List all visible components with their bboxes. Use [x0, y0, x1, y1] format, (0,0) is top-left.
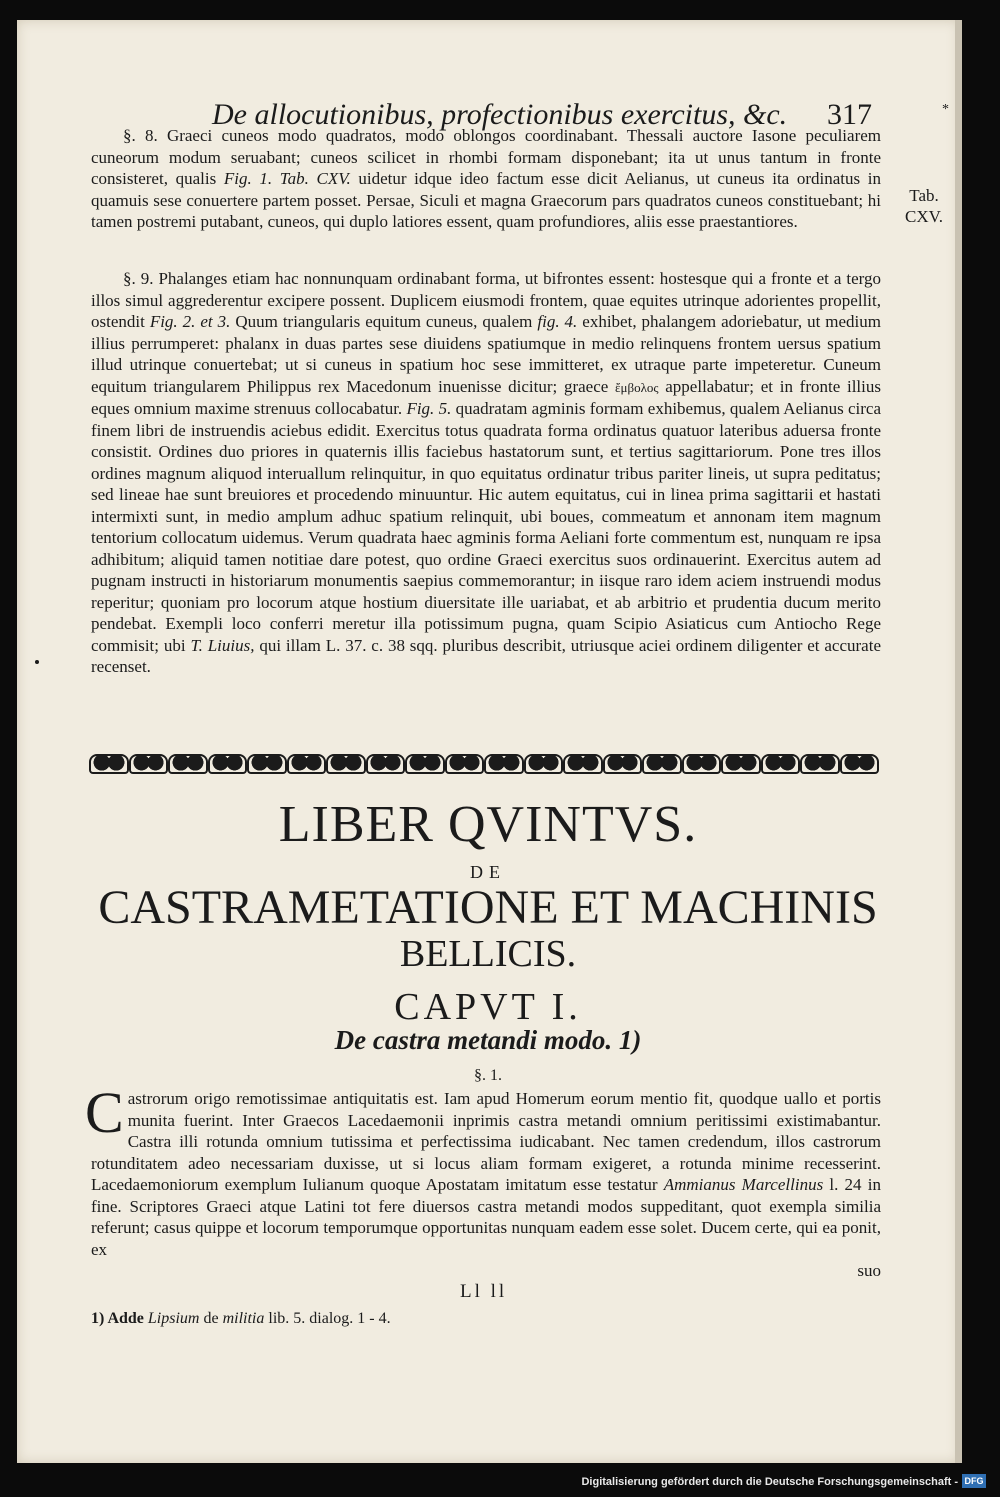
footnote-lipsium: Lipsium: [147, 1310, 200, 1327]
ornament-crown: [761, 754, 801, 774]
book-subject: [17, 881, 959, 976]
chapter-subtitle: De castra metandi modo. 1): [334, 1025, 642, 1055]
paragraph-9: [91, 268, 881, 678]
digitization-credit: Digitalisierung gefördert durch die Deutsche Forschungsgemeinschaft -: [581, 1476, 958, 1488]
body-text-1: astrorum origo remotissimae antiquitatis est. Iam apud Homerum eorum mentio fit, quodque uallo et portis munita fuerint. Inter Graecos Lacedaemonii inprimis castra metandi omnium peritissimi existimabantur. Castra illi rotunda omnium tutissima et perfectissima iudicabant. Nec tamen credendum, illos castrorum rotunditatem adeo necessariam duxisse, ut si locus aliam formam exigeret, a rotunda minime recesserint. Lacedaemoniorum exemplum Iulianum quoque Apostatam imitatum esse testatur: [91, 1089, 881, 1194]
book-de: DE: [470, 862, 506, 882]
ornament-crown: [524, 754, 564, 774]
ornament-crown: [168, 754, 208, 774]
header-title: De allocutionibus, profectionibus exercitus, &c.: [212, 98, 788, 131]
ornament-crown: [563, 754, 603, 774]
paragraph-8: [91, 125, 881, 233]
para9-text-1: §. 9. Phalanges etiam hac nonnunquam ordinabant forma, ut bifrontes essent: hostesque qui a fronte et a tergo illos simul aggrederentur excipere possent. Duplicem eiusmodi frontem, quae equites utrinque adorientes propellit, ostendit: [91, 269, 881, 331]
ornament-crown: [484, 754, 524, 774]
drop-cap: C: [85, 1080, 124, 1145]
ornament-crown: [89, 754, 129, 774]
dfg-logo: DFG: [962, 1474, 986, 1488]
ornament-crown: [326, 754, 366, 774]
para8-text-1: §. 8. Graeci cuneos modo quadratos, modo oblongos coordinabant. Thessali auctore Iasone peculiarem cuneorum modum seruabant; cuneos scilicet in rhombi formam disponebant; ita ut unus tantum in fronte consisteret, qualis: [91, 126, 881, 188]
footnote-text-de: de: [199, 1310, 223, 1327]
footnote-militia: militia: [222, 1310, 265, 1327]
body-text-2: l. 24 in fine. Scriptores Graeci atque Latini tot fere diuersos castra metandi modos suppeditant, quot exempla similia referunt; casus quippe et locorum temporumque opportunitas nunquam eadem esse solet. Ducem certe, qui ea ponit, ex: [91, 1175, 881, 1259]
ornament-crown: [603, 754, 643, 774]
greek-term: ἔμβολος: [615, 379, 659, 395]
book-subject-line-1: CASTRAMETATIONE ET MACHINIS: [98, 881, 878, 934]
ornament-crown: [247, 754, 287, 774]
page-number: 317: [827, 98, 872, 131]
chapter-body: [85, 1080, 881, 1282]
margin-note: [899, 185, 949, 227]
margin-note-tab: Tab.: [909, 186, 939, 205]
ornament-crown: [287, 754, 327, 774]
figure-ref-4: fig. 4.: [537, 312, 578, 331]
para9-text-2: Quum triangularis equitum cuneus, qualem: [230, 312, 538, 331]
para9-text-6: qui illam L. 37. c. 38 sqq. pluribus describit, utriusque aciei ordinem diligenter et accurate recenset.: [91, 635, 881, 676]
para9-text-5: quadratam agminis formam exhibemus, qualem Aelianus circa finem libri de instruendis aciebus edidit. Exercitus totus quadrata forma ordinatus quatuor lateribus aduersa fronte consistit. Ordines duo priores in quaternis illis faciebus hastatorum sunt, et tertius sagittariorum. Pone tres illos ordines magnum aliquod interuallum relinquitur, in quo equitatus ordinatur tribus pariter lineis, ut supra peditatus; sed lineae hae sunt breuiores et procedendo minuuntur. Hic autem equitatus, cui in linea prima sagittarii et hastati intermixti sunt, in medio amplum adhuc spatium relinquit, ubi boues, commeatum et annonam item magnum tentorium collocatum uidemus. Verum quadrata haec agminis forma Aeliani forte commentum est, nunquam re ipsa adhibitum; aliquid tamen notitiae dare potest, quo ordine Graeci exercitus suos ordinauerint. Exercitus autem ad pugnam instructi in historiarum monumentis saepius commemorantur; in iisque raro idem aciem instruendi modus reperitur; quoniam pro locorum atque hostium diuersitate ille uariabat, et ab arbitrio et prudentia ducum merito pendebat. Exempli loco conferri meretur illa potissimum pugna, quam Scipio Asiaticus cum Antiocho Rege commisit; ubi: [91, 399, 882, 655]
catchword: suo: [857, 1261, 881, 1280]
page-edge: [955, 20, 962, 1463]
ornament-crown: [445, 754, 485, 774]
para8-text-2: uidetur idque ideo factum esse dicit Aelianus, ut cuneus ita ordinatus in quamuis sese conuertere partem posset. Persae, Siculi et magna Graecorum pars quadratos cuneos constituebant; hi tamen postremi putabant, cuneos, qui duplo latiores essent, quam profundiores, aliis esse praestantiores.: [91, 169, 881, 231]
signature-mark: Ll ll: [460, 1281, 508, 1302]
section-mark: §. 1.: [474, 1067, 502, 1084]
footnote: [91, 1310, 391, 1328]
ornament-crown: [208, 754, 248, 774]
author-ammianus: Ammianus Marcellinus: [663, 1175, 824, 1194]
ornament-crown: [840, 754, 880, 774]
footnote-text-rest: lib. 5. dialog. 1 - 4.: [264, 1310, 391, 1327]
para9-text-3: exhibet, phalangem adoriebatur, ut medium illius perrumperet: phalanx in duas partes sese diuidens spatiumque in medio relinquens frontem uersus spatium illud utrinque conuertebat; ut si cuneus in spatium hoc sese immitteret, ex utraque parte impeteretur. Cuneum equitum triangularem Philippus rex Macedonum inuenisse dicitur; graece: [91, 312, 881, 396]
ornament-crown: [721, 754, 761, 774]
chapter-heading: CAPVT I.: [394, 986, 582, 1028]
header-mark: *: [942, 102, 949, 117]
margin-note-number: CXV.: [905, 207, 943, 226]
footnote-marker: 1) Adde: [91, 1310, 148, 1327]
ornament-crown: [405, 754, 445, 774]
ornament-crown: [366, 754, 406, 774]
figure-ref-5: Fig. 5.: [406, 399, 452, 418]
book-title: LIBER QVINTVS.: [278, 796, 698, 853]
figure-ref-2-3: Fig. 2. et 3.: [149, 312, 231, 331]
book-page: [17, 20, 959, 1463]
margin-dot: [35, 660, 39, 664]
ornament-band: [89, 752, 879, 776]
book-subject-line-2: BELLICIS.: [399, 933, 577, 975]
para9-text-4: appellabatur; et in fronte illius eques omnium maxime strenuus collocabatur.: [91, 376, 881, 418]
ornament-crown: [642, 754, 682, 774]
ornament-crown: [800, 754, 840, 774]
ornament-crown: [129, 754, 169, 774]
ornament-crown: [682, 754, 722, 774]
author-livius: T. Liuius,: [190, 635, 255, 655]
figure-ref-1: Fig. 1. Tab. CXV.: [223, 169, 351, 188]
